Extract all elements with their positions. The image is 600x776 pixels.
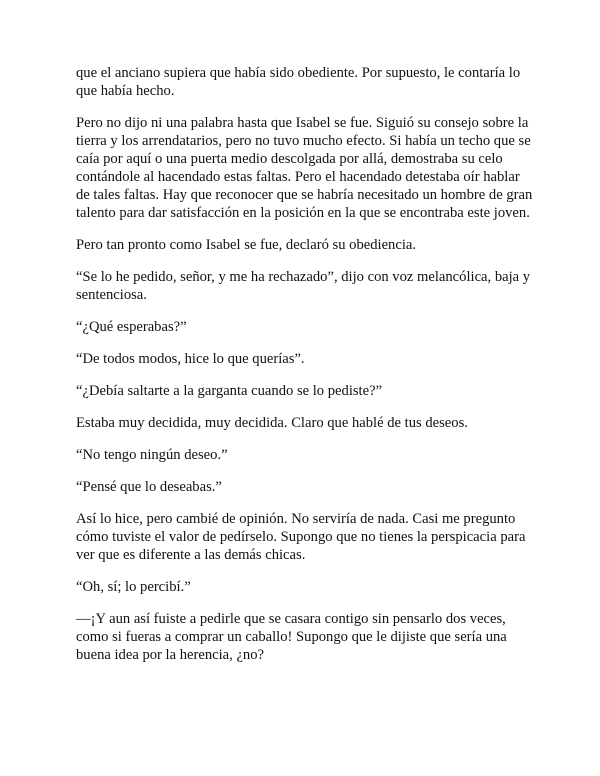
paragraph: “De todos modos, hice lo que querías”. xyxy=(76,351,305,367)
paragraph: “¿Debía saltarte a la garganta cuando se lo pediste?” xyxy=(76,383,383,399)
paragraph: “Oh, sí; lo percibí.” xyxy=(76,579,191,595)
paragraph: “Pensé que lo deseabas.” xyxy=(76,479,222,495)
paragraph: Estaba muy decidida, muy decidida. Claro que hablé de tus deseos. xyxy=(76,415,468,431)
paragraph: —¡Y aun así fuiste a pedirle que se casara contigo sin pensarlo dos veces, como si fueras a comprar un caballo! Supongo que le dijiste que sería una buena idea por la herencia, ¿no? xyxy=(76,611,507,663)
paragraph: Pero tan pronto como Isabel se fue, declaró su obediencia. xyxy=(76,237,416,253)
paragraph: Pero no dijo ni una palabra hasta que Isabel se fue. Siguió su consejo sobre la tierra y los arrendatarios, pero no tuvo mucho efecto. Si había un techo que se caía por aquí o una puerta medio descolgada por allá, demostraba su celo contándole al hacendado estas faltas. Pero el hacendado detestaba oír hablar de tales faltas. Hay que reconocer que se habría necesitado un hombre de gran talento para dar satisfacción en la posición en la que se encontraba este joven. xyxy=(76,115,533,221)
paragraph: Así lo hice, pero cambié de opinión. No serviría de nada. Casi me pregunto cómo tuviste el valor de pedírselo. Supongo que no tienes la perspicacia para ver que es diferente a las demás chicas. xyxy=(76,511,526,563)
body-text xyxy=(76,64,536,678)
paragraph: “No tengo ningún deseo.” xyxy=(76,447,228,463)
paragraph: “Se lo he pedido, señor, y me ha rechazado”, dijo con voz melancólica, baja y sentenciosa. xyxy=(76,269,531,303)
paragraph: que el anciano supiera que había sido obediente. Por supuesto, le contaría lo que había hecho. xyxy=(76,65,521,99)
paragraph: “¿Qué esperabas?” xyxy=(76,319,187,335)
